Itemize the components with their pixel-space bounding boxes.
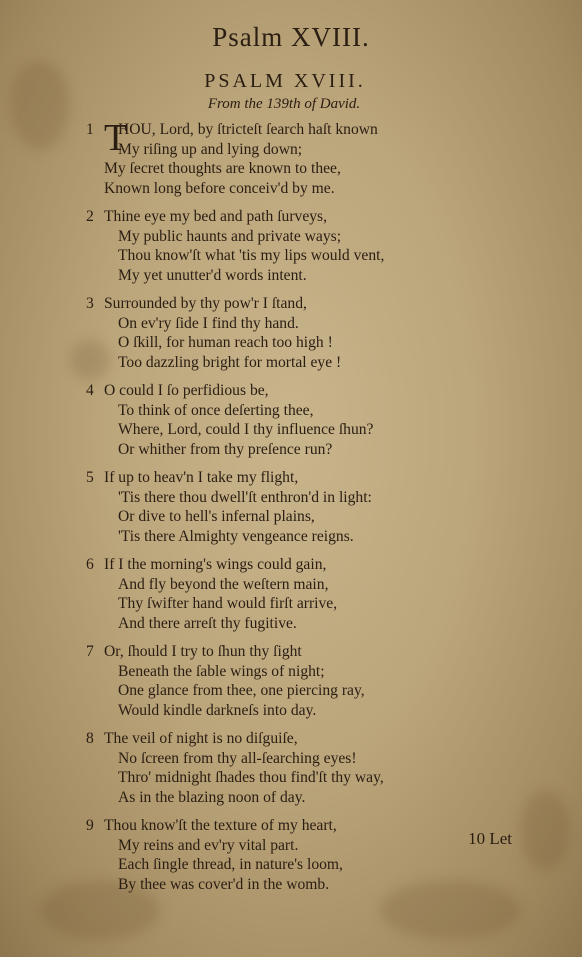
verse-line: On ev'ry ſide I find thy hand. — [118, 314, 299, 332]
drop-cap: T — [104, 117, 128, 159]
verse-line: Too dazzling bright for mortal eye ! — [118, 353, 342, 371]
verse-line: And there arreſt thy fugitive. — [118, 614, 297, 632]
stanza — [84, 816, 564, 894]
verse-line: Thine eye my bed and path ſurveys, — [104, 208, 328, 225]
stanza — [84, 468, 564, 546]
verse-line: O could I ſo perfidious be, — [104, 382, 269, 399]
stanza-number: 9 — [86, 817, 94, 834]
verse-line: One glance from thee, one piercing ray, — [118, 682, 365, 699]
verse-line: HOU, Lord, by ſtricteſt ſearch haſt known — [118, 121, 378, 138]
stanza-number: 6 — [86, 556, 94, 573]
stanza-number: 7 — [86, 643, 94, 660]
verse-line: My public haunts and private ways; — [118, 227, 342, 245]
verse-line: Beneath the ſable wings of night; — [118, 662, 325, 680]
verse-line: If up to heav'n I take my flight, — [104, 469, 299, 486]
stanza — [84, 729, 564, 807]
catchword: 10 Let — [468, 829, 512, 848]
verse-line: Thou know'ſt the texture of my heart, — [104, 817, 337, 834]
verse-line: Thou know'ſt what 'tis my lips would vent, — [118, 247, 385, 264]
stanza — [84, 117, 564, 198]
verse-line: By thee was cover'd in the womb. — [118, 875, 330, 893]
verse-line: O ſkill, for human reach too high ! — [118, 334, 333, 351]
verse-line: My riſing up and lying down; — [118, 140, 303, 158]
verse-line: Where, Lord, could I thy influence ſhun? — [118, 421, 374, 438]
verse-line: My yet unutter'd words intent. — [118, 266, 307, 284]
verse-line: Or whither from thy preſence run? — [118, 440, 333, 458]
psalm-title: PSALM XVIII. — [204, 70, 366, 92]
verse-line: Or dive to hell's infernal plains, — [118, 508, 315, 525]
verse-line: Surrounded by thy pow'r I ſtand, — [104, 295, 307, 312]
stanza-number: 4 — [86, 382, 94, 399]
verse-line: Would kindle darkneſs into day. — [118, 701, 317, 719]
stanza-number: 5 — [86, 469, 94, 486]
stanza-number: 1 — [86, 121, 94, 138]
stanza-number: 3 — [86, 295, 94, 312]
psalm-subtitle: From the 139th of David. — [207, 96, 361, 112]
verse-line: As in the blazing noon of day. — [118, 788, 306, 806]
verse-line: To think of once deſerting thee, — [118, 401, 314, 419]
stanza — [84, 294, 564, 372]
running-head: Psalm XVIII. — [212, 22, 370, 52]
verse-line: Thy ſwifter hand would firſt arrive, — [118, 595, 338, 612]
stanza — [84, 642, 564, 720]
stanza — [84, 381, 564, 459]
verse-line: Thro' midnight ſhades thou find'ſt thy way, — [118, 769, 384, 786]
verse-line: My reins and ev'ry vital part. — [118, 836, 299, 854]
verse-line: 'Tis there thou dwell'ſt enthron'd in light: — [118, 488, 372, 506]
verse-line: My ſecret thoughts are known to thee, — [104, 160, 341, 177]
stanza-number: 8 — [86, 730, 94, 747]
verse-line: 'Tis there Almighty vengeance reigns. — [118, 527, 354, 545]
stanza-number: 2 — [86, 208, 94, 225]
verse-line: Or, ſhould I try to ſhun thy ſight — [104, 643, 302, 660]
verse-line: No ſcreen from thy all-ſearching eyes! — [118, 749, 357, 767]
verse-line: If I the morning's wings could gain, — [104, 556, 327, 573]
verse-line: Each ſingle thread, in nature's loom, — [118, 856, 343, 873]
verse-line: Known long before conceiv'd by me. — [104, 179, 335, 197]
stanza — [84, 555, 564, 633]
verse-line: And fly beyond the weſtern main, — [118, 575, 329, 593]
verse-line: The veil of night is no diſguiſe, — [104, 730, 298, 747]
psalm-body — [84, 117, 564, 903]
stanza — [84, 207, 564, 285]
